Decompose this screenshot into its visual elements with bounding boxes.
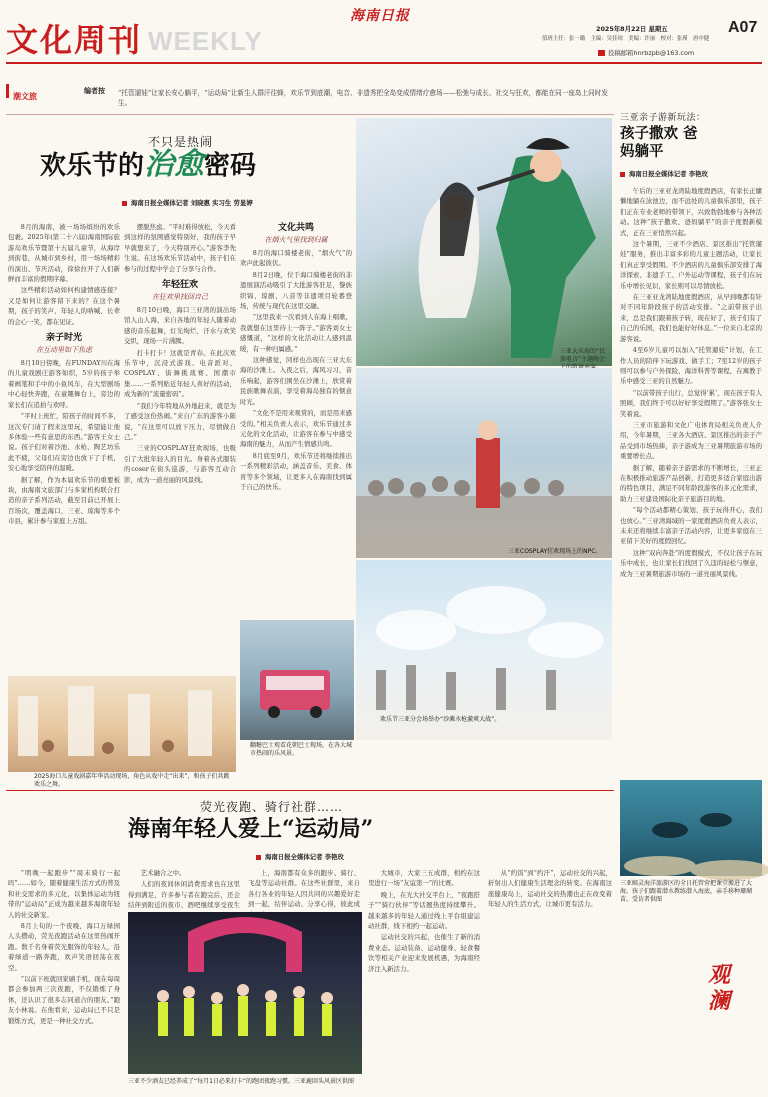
subheading-parent-child-sub: 在互动里如下焦虑 bbox=[36, 346, 92, 355]
byline-marker bbox=[256, 855, 261, 860]
section-title: 文化周刊 bbox=[6, 21, 143, 59]
headline-highlight: 治愈 bbox=[144, 147, 205, 182]
subheading-culture-sub: 在烟火气里找到归属 bbox=[264, 236, 328, 244]
paragraph: 三亚的COSPLAY狂欢现场，也吸引了大批年轻人的目光。身着各式服装的coser在街头巡游，与游客互动合影，成为一道亮丽的风景线。 bbox=[124, 444, 236, 484]
editors-line: 值班主任：张一璐 主编：吴佳琼 美编：许丽 校对：张瑾 唐中健 bbox=[542, 36, 710, 42]
page-number: A07 bbox=[728, 19, 758, 36]
column-tag bbox=[6, 84, 74, 101]
paragraph: 午后的三亚亚龙湾陆地度假酒店，有家长正慵懒地躺在泳池边，而不远处的儿童俱乐部里，孩子们正在专业老师的带领下，兴致勃勃地参与各种活动。这种“孩子撒欢、爸妈躺平”的亲子度假新模式，正在三亚悄然兴起。 bbox=[620, 187, 762, 237]
side-kicker: 三亚亲子游新玩法： bbox=[620, 113, 706, 123]
paragraph: 据了解，随着亲子游需求的不断增长，三亚正在积极推动旅游产品创新，打造更多适合家庭出游的特色项目，满足不同年龄段游客的多元化需求，助力三亚建设国际化亲子旅游目的地。 bbox=[620, 463, 762, 503]
intro-rule bbox=[6, 114, 614, 115]
paragraph: 8月2日晚，位于海口骑楼老街的非遗展演活动吸引了大批游客驻足，黎族织锦、琼剧、八音等非遗项目轮番登场，传统与现代在这里交融。 bbox=[240, 270, 352, 311]
bottom-column-4 bbox=[368, 868, 480, 1092]
paragraph: “以前下班就回家刷手机，现在每周都会参加两三次夜跑，不仅锻炼了身体，还认识了很多志同道合的朋友。”跑友小林说。在他看来，运动局已不只是锻炼方式，更是一种社交方式。 bbox=[8, 975, 120, 1025]
section-divider bbox=[6, 790, 614, 791]
paragraph: 4至6岁儿童可以加入“托管遛娃”计划，在工作人员的陪伴下玩游戏、做手工；7至12岁的孩子则可以参与户外探险、海洋科普等课程，在寓教于乐中感受三亚的自然魅力。 bbox=[620, 346, 762, 386]
subheading-youth-sub: 在狂欢里找回自己 bbox=[152, 293, 208, 302]
photo-bus-street bbox=[240, 620, 354, 740]
paragraph: 运动社交的兴起，也催生了新的消费业态。运动装备、运动健身、轻食餐饮等相关产业迎来发展机遇，为海南经济注入新活力。 bbox=[368, 933, 480, 973]
paragraph: 大城市，大家三五成群，相约在这里进行一场“友谊第一”的比赛。 bbox=[368, 869, 480, 888]
photo-5-caption: 2025海口儿童戏剧嘉年华活动现场，角色从戏中走“出来”，和孩子们共跳欢乐之舞。 bbox=[34, 773, 230, 788]
bottom-photo-caption: 三亚不少酒友已经养成了“每月1日必来打卡”的跑团夜跑习惯。三亚鹿回头风景区供图 bbox=[128, 1078, 355, 1085]
headline-part-1: 欢乐节的 bbox=[40, 151, 145, 181]
issue-date: 2025年8月22日 星期五 bbox=[596, 25, 668, 33]
email-icon bbox=[598, 50, 605, 56]
paragraph: 8月上旬的一个夜晚，海口万绿园人头攒动，荧光夜跑活动在这里热闹开跑。数千名身着荧光服饰的年轻人，沿着绿道一路奔跑，欢声笑语回荡在夜空。 bbox=[8, 922, 120, 972]
bottom-kicker: 荧光夜跑、骑行社群…… bbox=[200, 800, 344, 814]
paragraph: “每个活动都精心策划，孩子玩得开心，我们也放心。”三亚湾海域的一家度假酒店负责人表示，未来还将继续丰富亲子活动内容，让更多家庭在三亚留下美好的度假回忆。 bbox=[620, 506, 762, 546]
paragraph: “文化不是用来观赏的，而是用来感受的。”相关负责人表示，欢乐节通过多元化的文化活动，让游客在参与中感受海南的魅力，从而产生情感共鸣。 bbox=[240, 409, 352, 449]
paragraph: 这种“双向奔赴”的度假模式，不仅让孩子在玩乐中成长，也让家长们找回了久违的轻松与惬意，成为三亚暑期旅游市场的一道亮丽风景线。 bbox=[620, 548, 762, 578]
paragraph: 这些精彩活动如何构建情感连接？又是如何让游客留下来的？在这个暑期，孩子的笑声、年轻人的呐喊、长辈的会心一笑，都在见证。 bbox=[8, 286, 120, 326]
photo-children-theater bbox=[8, 676, 236, 772]
paragraph: 8月10日傍晚，在FUNDAY川在海的儿童戏剧庄游客如织，5岁的孩子举着画笔和手中的小鱼风车，在大型剧场中心轻快奔跑，在童趣舞台上，旁边的家长们在追拍与欢呼。 bbox=[8, 359, 120, 409]
editor-note-text: “托管遛娃”让家长安心躺平，“运动局”让新生人群汗往蜂，欢乐节到底潮，电音、非遗秀把全岛变成情绪疗愈场——松弛与成长、社交与狂欢，都能在同一座岛上同时发生。 bbox=[118, 89, 608, 107]
paragraph: “这里我来一次看到人在海上唱歌，我就想在这里待上一阵子。”游客刘女士感慨道，“这样的文化活动让人感到温暖，有一种归属感。” bbox=[240, 313, 352, 353]
side-headline: 孩子撒欢 爸妈躺平 bbox=[620, 125, 698, 160]
column-name: 潮文旅 bbox=[13, 92, 37, 101]
editor-note-label: 编者按 bbox=[84, 87, 105, 95]
email-text: 投稿邮箱hnrbzpb@163.com bbox=[608, 49, 695, 57]
bottom-byline-text: 海南日报全媒体记者 李艳玫 bbox=[265, 853, 344, 861]
bottom-column-1 bbox=[8, 868, 120, 1092]
masthead bbox=[0, 0, 768, 75]
main-headline bbox=[40, 148, 256, 183]
weekly-label: WEEKLY bbox=[148, 26, 263, 56]
photo-night-run-art bbox=[128, 912, 362, 1074]
photo-bus-street-art bbox=[240, 620, 354, 740]
photo-3-caption: 欢乐节三亚分会场举办“沙滩水枪激爽大战”。 bbox=[380, 716, 501, 723]
photo-underwater-coral-art bbox=[620, 780, 762, 876]
paragraph: 摆脱焦虑。“平时难得放松，今天看到这样的氛围感觉特别好，我的孩子早早就想来了，今天特别开心。”游客李先生说。在这场欢乐节活动中，孩子们在参与的过程中学会了分享与合作。 bbox=[124, 223, 236, 273]
main-byline bbox=[122, 198, 253, 207]
photo-1-caption: 三亚大东海的“民族电音”主题晚会 bbox=[560, 348, 606, 363]
bottom-column-5 bbox=[488, 868, 612, 1092]
paper-name: 海南日报 bbox=[350, 8, 410, 24]
paragraph: 8月的海南，被一场场缤纷的欢乐包裹。2025年(第二十六届)海南国际旅游岛欢乐节暨第十五届儿童节，从海岸到街巷，从城市到乡村，用一场场精彩的演出、节庆活动，徐徐拉开了人们新鲜而丰富的假期序幕。 bbox=[8, 223, 120, 284]
headline-part-2: 密码 bbox=[204, 151, 257, 181]
paragraph: 在三亚亚龙湾陆地度假酒店，从早到晚都有针对不同年龄段孩子的活动安排。“之前带孩子出来，总是我们跟着孩子转，现在好了，孩子们有了自己的乐园，我们也能好好休息。”一位来自北京的游客说。 bbox=[620, 293, 762, 343]
main-column-2 bbox=[124, 222, 236, 486]
photo-ethnic-dance bbox=[356, 118, 612, 366]
paragraph: “我们今年特地从外地赶来，就是为了感受这份热闹。”来自广东的游客小陈说，“在这里可以放下压力，尽情做自己。” bbox=[124, 401, 236, 441]
paragraph: 上，海南都有众多的跑步、骑行、飞盘等运动社群。在这些社群里，来自各行各业的年轻人因共同的兴趣爱好走到一起，结伴运动、分享心得，彼此成 bbox=[248, 869, 360, 909]
photo-cosplay-parade bbox=[356, 368, 612, 558]
corner-label: 观澜 bbox=[708, 962, 731, 1014]
subheading-culture: 文化共鸣 bbox=[277, 223, 314, 233]
paragraph: 晚上，在光大社交平台上，“夜跑搭子”“骑行伙伴”等话题热度持续攀升。越来越多的年轻人通过线上平台组建运动社群，线下相约一起运动。 bbox=[368, 890, 480, 931]
side-photo-caption: 三亚鲸灵海洋旅游区的全日托管营把课堂搬进了大海，孩子们跟着潜水教练潜入海底，亲手移种珊瑚苗。受访者供图 bbox=[620, 880, 753, 903]
byline-marker bbox=[620, 172, 625, 177]
photo-children-theater-art bbox=[8, 676, 236, 772]
paragraph: 这种感觉，同样也出现在三亚大东海的沙滩上。入夜之后，海风习习，音乐响起，游客们围坐在沙滩上，欣赏着民族歌舞表演，享受着海岛独有的惬意时光。 bbox=[240, 356, 352, 406]
main-column-3 bbox=[240, 222, 352, 493]
paragraph: 据了解，作为本届欢乐节的重要板块，由海南文旅部门与多家机构联合打造的亲子系列活动，截至目前已开展上百场次，覆盖海口、三亚、琼海等多个市县，累计参与家庭上万组。 bbox=[8, 475, 120, 526]
paragraph: “明晚一起跑步”“周末骑行一起吗”……如今，随着健康生活方式的普及和社交需求的多元化，以集体运动为纽带的“运动局”正成为越来越多海南年轻人的社交新宠。 bbox=[8, 869, 120, 919]
bottom-column-2 bbox=[128, 868, 240, 908]
email-line bbox=[598, 48, 694, 57]
photo-underwater-coral bbox=[620, 780, 762, 876]
photo-cosplay-parade-art bbox=[356, 368, 612, 558]
paragraph: 艺术融合之中。 bbox=[140, 869, 186, 877]
masthead-rule bbox=[6, 62, 762, 64]
photo-ethnic-dance-art bbox=[356, 118, 612, 366]
paragraph: “平时上班忙，陪孩子的时间不多，这次专门请了假来这里玩，希望能让他多体验一些有意思的东西。”游客王女士说。孩子们对着沙池、水枪、陶艺坊乐此不疲，父母们在旁边也放下了手机，安心地享受陪伴的温暖。 bbox=[8, 412, 120, 473]
bottom-byline bbox=[256, 852, 344, 861]
subheading-youth: 年轻狂欢 bbox=[161, 280, 198, 291]
photo-4-caption: 翻糖巴士观看花朝巴士现场，在各大城市热闹的乐风景。 bbox=[250, 742, 353, 757]
byline-marker bbox=[122, 201, 127, 206]
paragraph: 打卡打卡！这就是青春。在此次欢乐节中，沉浸式游戏、电音派对、COSPLAY、街舞挑战赛、国潮市集……一系列贴近年轻人喜好的活动，成为新的“流量密码”。 bbox=[124, 348, 236, 399]
photo-water-gun bbox=[356, 560, 612, 740]
photo-night-run bbox=[128, 912, 362, 1074]
paragraph: 三亚市旅游和文化广电体育局相关负责人介绍，今年暑期，三亚各大酒店、景区推出的亲子产品受到市场热捧，亲子游成为三亚暑期旅游市场的重要增长点。 bbox=[620, 420, 762, 461]
bottom-column-3 bbox=[248, 868, 360, 908]
side-byline-text: 海南日报全媒体记者 李艳玫 bbox=[629, 170, 708, 178]
paragraph: 8月10日晚，海口三亚湾的演出场馆人山人海，来自各地的年轻人随着动感的音乐起舞，灯光绚烂，汗水与欢笑交织，现场一片沸腾。 bbox=[124, 306, 236, 346]
paragraph: 8月底至9月，欢乐节还将继续推出一系列精彩活动，涵盖音乐、美食、体育等多个领域，让更多人在海南找到属于自己的快乐。 bbox=[240, 451, 352, 491]
paragraph: 人们的夜间休闲消费需求也在这里得到满足，许多参与者在跑完后，还会结伴到附近的夜市、酒吧继续享受夜生 bbox=[128, 880, 240, 910]
photo-water-gun-art bbox=[356, 560, 612, 740]
side-body bbox=[620, 186, 762, 579]
paragraph: 8月的海口骑楼老街，“烟火气”的欢声此起彼伏。 bbox=[240, 249, 352, 268]
main-column-1 bbox=[8, 222, 120, 528]
side-byline bbox=[620, 169, 762, 178]
paragraph: 从“约饭”到“约汗”，运动社交的兴起，折射出人们健康生活理念的转变。在海南这座健康岛上，运动社交的热潮也正在改变着年轻人的生活方式，让城市更有活力。 bbox=[488, 869, 612, 909]
paragraph: “以前带孩子出行，总觉得‘累’，现在孩子有人照顾，我们终于可以好好享受假期了。”游客张女士笑着说。 bbox=[620, 388, 762, 418]
subheading-parent-child: 亲子时光 bbox=[45, 333, 82, 344]
bottom-headline: 海南年轻人爱上“运动局” bbox=[128, 816, 374, 842]
paragraph: 这个暑期，三亚不少酒店、景区推出“托管遛娃”服务，推出丰富多彩的儿童主题活动，让家长们真正享受假期。不少酒店的儿童俱乐部安排了海洋探索、非遗手工、户外运动等课程，孩子们在玩乐中增长见识，家长则可以尽情放松。 bbox=[620, 240, 762, 290]
main-byline-text: 海南日报全媒体记者 刘晓惠 实习生 劳显婷 bbox=[131, 199, 253, 207]
main-kicker: 不只是热闹 bbox=[148, 135, 214, 149]
photo-2-caption: 三亚COSPLAY狂欢现场上的NPC。 bbox=[508, 548, 602, 555]
